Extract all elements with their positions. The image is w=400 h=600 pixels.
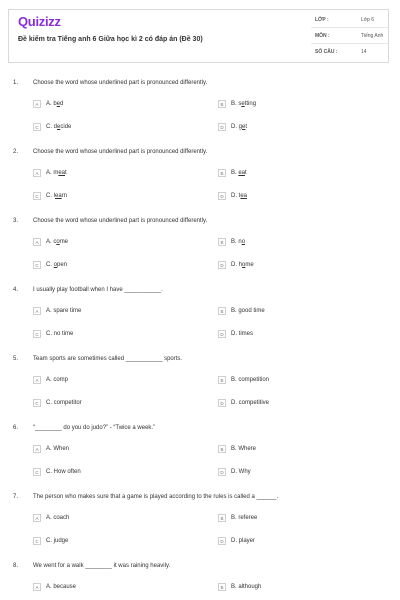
quizizz-logo: Quizizz — [18, 14, 61, 29]
option-text: B. competition — [231, 377, 270, 383]
option-letter-box: A — [33, 307, 41, 315]
option-underlined-part: ea — [58, 170, 66, 176]
option-label — [46, 124, 71, 130]
question-text: Choose the word whose underlined part is pronounced differently. — [33, 218, 208, 224]
option-text: D. h — [231, 262, 243, 268]
option-label — [231, 538, 255, 544]
option-text: me — [59, 239, 69, 245]
option-letter-box: A — [33, 169, 41, 177]
option-label — [231, 101, 256, 107]
option-letter-box: B — [218, 376, 226, 384]
option-underlined-part: ea — [55, 193, 62, 199]
question-number: 1. — [13, 80, 19, 86]
option-text: tting — [244, 101, 257, 107]
option-label — [231, 377, 269, 383]
option-label — [231, 193, 247, 199]
option-underlined-part: e — [241, 101, 245, 107]
meta-subject-key: MÔN : — [315, 33, 330, 39]
option-label — [231, 239, 245, 245]
option-underlined-part: o — [56, 239, 60, 245]
answer-option-b[interactable] — [218, 445, 256, 453]
option-underlined-part: o — [242, 262, 246, 268]
option-text: d — [60, 101, 64, 107]
option-text: A. m — [46, 170, 59, 176]
option-text: C. competitor — [46, 400, 82, 406]
question-number: 7. — [13, 494, 19, 500]
question-text: We went for a walk ________ it was raining heavily. — [33, 563, 171, 569]
option-label — [46, 262, 67, 268]
answer-option-b[interactable] — [218, 169, 247, 177]
option-text: D. g — [231, 124, 243, 130]
option-letter-box: A — [33, 238, 41, 246]
option-text: t — [245, 170, 247, 176]
answer-option-a[interactable] — [33, 376, 68, 384]
option-letter-box: C — [33, 468, 41, 476]
option-text: B. Where — [231, 446, 257, 452]
option-underlined-part: o — [53, 262, 58, 268]
option-letter-box: C — [33, 192, 41, 200]
answer-option-c[interactable] — [33, 123, 71, 131]
option-text: pen — [57, 262, 68, 268]
answer-option-a[interactable] — [33, 583, 76, 591]
option-text: t — [245, 124, 248, 130]
option-text: B. referee — [231, 515, 258, 521]
option-text: B. — [231, 170, 239, 176]
option-letter-box: D — [218, 330, 226, 338]
option-label — [231, 170, 247, 176]
option-label — [231, 262, 254, 268]
option-letter-box: B — [218, 238, 226, 246]
answer-option-b[interactable] — [218, 583, 261, 591]
meta-count-value: 14 — [361, 49, 367, 55]
option-label — [46, 101, 63, 107]
option-text: A. b — [46, 101, 57, 107]
option-label — [231, 400, 269, 406]
answer-option-b[interactable] — [218, 514, 257, 522]
option-label — [46, 239, 68, 245]
meta-count-key: SỐ CÂU : — [315, 49, 338, 55]
option-letter-box: D — [218, 192, 226, 200]
option-text: C. — [46, 262, 54, 268]
option-letter-box: D — [218, 399, 226, 407]
option-label — [231, 446, 256, 452]
question-text: “________ do you do judo?” - “Twice a week.” — [33, 425, 156, 431]
option-letter-box: A — [33, 583, 41, 591]
option-text: B. good time — [231, 308, 265, 314]
answer-option-d[interactable] — [218, 261, 254, 269]
answer-option-a[interactable] — [33, 307, 81, 315]
option-underlined-part: e — [56, 101, 61, 107]
option-text: cide — [60, 124, 72, 130]
option-letter-box: A — [33, 514, 41, 522]
answer-option-b[interactable] — [218, 100, 256, 108]
meta-divider — [311, 43, 389, 44]
meta-grade-value: Lớp 6 — [361, 17, 375, 23]
option-label — [46, 538, 68, 544]
meta-grade-key: LỚP : — [315, 17, 329, 23]
meta-subject-value: Tiếng Anh — [361, 33, 384, 39]
answer-option-d[interactable] — [218, 192, 247, 200]
option-letter-box: C — [33, 399, 41, 407]
answer-option-a[interactable] — [33, 169, 67, 177]
option-label — [46, 377, 68, 383]
answer-option-d[interactable] — [218, 123, 247, 131]
option-letter-box: C — [33, 123, 41, 131]
option-letter-box: D — [218, 537, 226, 545]
option-text: C. d — [46, 124, 58, 130]
option-letter-box: C — [33, 261, 41, 269]
option-text: me — [245, 262, 254, 268]
option-text: rn — [61, 193, 68, 199]
option-text: D. times — [231, 331, 254, 337]
option-underlined-part: e — [242, 124, 246, 130]
option-text: C. How often — [46, 469, 81, 475]
option-label — [231, 469, 251, 475]
question-number: 4. — [13, 287, 19, 293]
answer-option-c[interactable] — [33, 330, 73, 338]
option-underlined-part: ea — [238, 170, 246, 176]
option-text: D. competitive — [231, 400, 270, 406]
option-label — [46, 170, 67, 176]
option-text: A. because — [46, 584, 77, 590]
option-label — [46, 469, 81, 475]
option-letter-box: D — [218, 261, 226, 269]
question-text: Choose the word whose underlined part is pronounced differently. — [33, 80, 208, 86]
option-text: C. no time — [46, 331, 74, 337]
option-text: A. spare time — [46, 308, 82, 314]
answer-option-b[interactable] — [218, 238, 245, 246]
option-letter-box: B — [218, 100, 226, 108]
answer-option-c[interactable] — [33, 537, 68, 545]
option-label — [46, 515, 69, 521]
answer-option-b[interactable] — [218, 307, 265, 315]
option-letter-box: C — [33, 537, 41, 545]
answer-option-a[interactable] — [33, 514, 69, 522]
option-text: C. judge — [46, 538, 69, 544]
option-text: D. Why — [231, 469, 251, 475]
question-number: 3. — [13, 218, 19, 224]
question-number: 5. — [13, 356, 19, 362]
option-label — [231, 331, 253, 337]
answer-option-d[interactable] — [218, 399, 269, 407]
answer-option-d[interactable] — [218, 468, 251, 476]
option-underlined-part: ea — [240, 193, 248, 199]
answer-option-c[interactable] — [33, 192, 67, 200]
option-letter-box: B — [218, 307, 226, 315]
option-label — [46, 584, 76, 590]
question-text: Team sports are sometimes called ___________ sports. — [33, 356, 183, 362]
option-text: A. coach — [46, 515, 70, 521]
option-letter-box: D — [218, 468, 226, 476]
option-label — [231, 515, 257, 521]
answer-option-c[interactable] — [33, 399, 82, 407]
option-letter-box: B — [218, 169, 226, 177]
option-text: C. l — [46, 193, 55, 199]
option-text: A. When — [46, 446, 70, 452]
answer-option-d[interactable] — [218, 537, 255, 545]
option-letter-box: A — [33, 376, 41, 384]
option-label — [46, 331, 73, 337]
option-label — [46, 446, 69, 452]
question-text: I usually play football when I have ___________. — [33, 287, 163, 293]
option-underlined-part: o — [241, 239, 246, 245]
option-letter-box: B — [218, 445, 226, 453]
option-underlined-part: e — [57, 124, 61, 130]
worksheet-header — [8, 9, 389, 63]
answer-option-b[interactable] — [218, 376, 269, 384]
option-letter-box: C — [33, 330, 41, 338]
answer-option-d[interactable] — [218, 330, 253, 338]
question-text: The person who makes sure that a game is played according to the rules is called a ______. — [33, 494, 279, 500]
answer-option-c[interactable] — [33, 468, 81, 476]
option-text: B. n — [231, 239, 242, 245]
option-label — [46, 308, 81, 314]
option-label — [46, 400, 82, 406]
answer-option-a[interactable] — [33, 100, 63, 108]
option-letter-box: B — [218, 514, 226, 522]
answer-option-c[interactable] — [33, 261, 67, 269]
question-text: Choose the word whose underlined part is pronounced differently. — [33, 149, 208, 155]
meta-divider — [311, 27, 389, 28]
question-number: 6. — [13, 425, 19, 431]
answer-option-a[interactable] — [33, 238, 68, 246]
option-letter-box: A — [33, 100, 41, 108]
option-label — [46, 193, 67, 199]
option-label — [231, 124, 247, 130]
answer-option-a[interactable] — [33, 445, 69, 453]
option-text: A. comp — [46, 377, 69, 383]
option-letter-box: D — [218, 123, 226, 131]
worksheet-title: Đề kiểm tra Tiếng anh 6 Giữa học kì 2 có đáp án (Đề 30) — [18, 36, 203, 43]
option-text: B. s — [231, 101, 242, 107]
option-label — [231, 308, 265, 314]
option-text: D. t — [231, 193, 241, 199]
option-text: B. although — [231, 584, 262, 590]
question-number: 2. — [13, 149, 19, 155]
option-label — [231, 584, 261, 590]
option-text: D. player — [231, 538, 256, 544]
question-number: 8. — [13, 563, 19, 569]
option-text: t — [65, 170, 67, 176]
option-text: A. c — [46, 239, 57, 245]
option-letter-box: A — [33, 445, 41, 453]
option-letter-box: B — [218, 583, 226, 591]
